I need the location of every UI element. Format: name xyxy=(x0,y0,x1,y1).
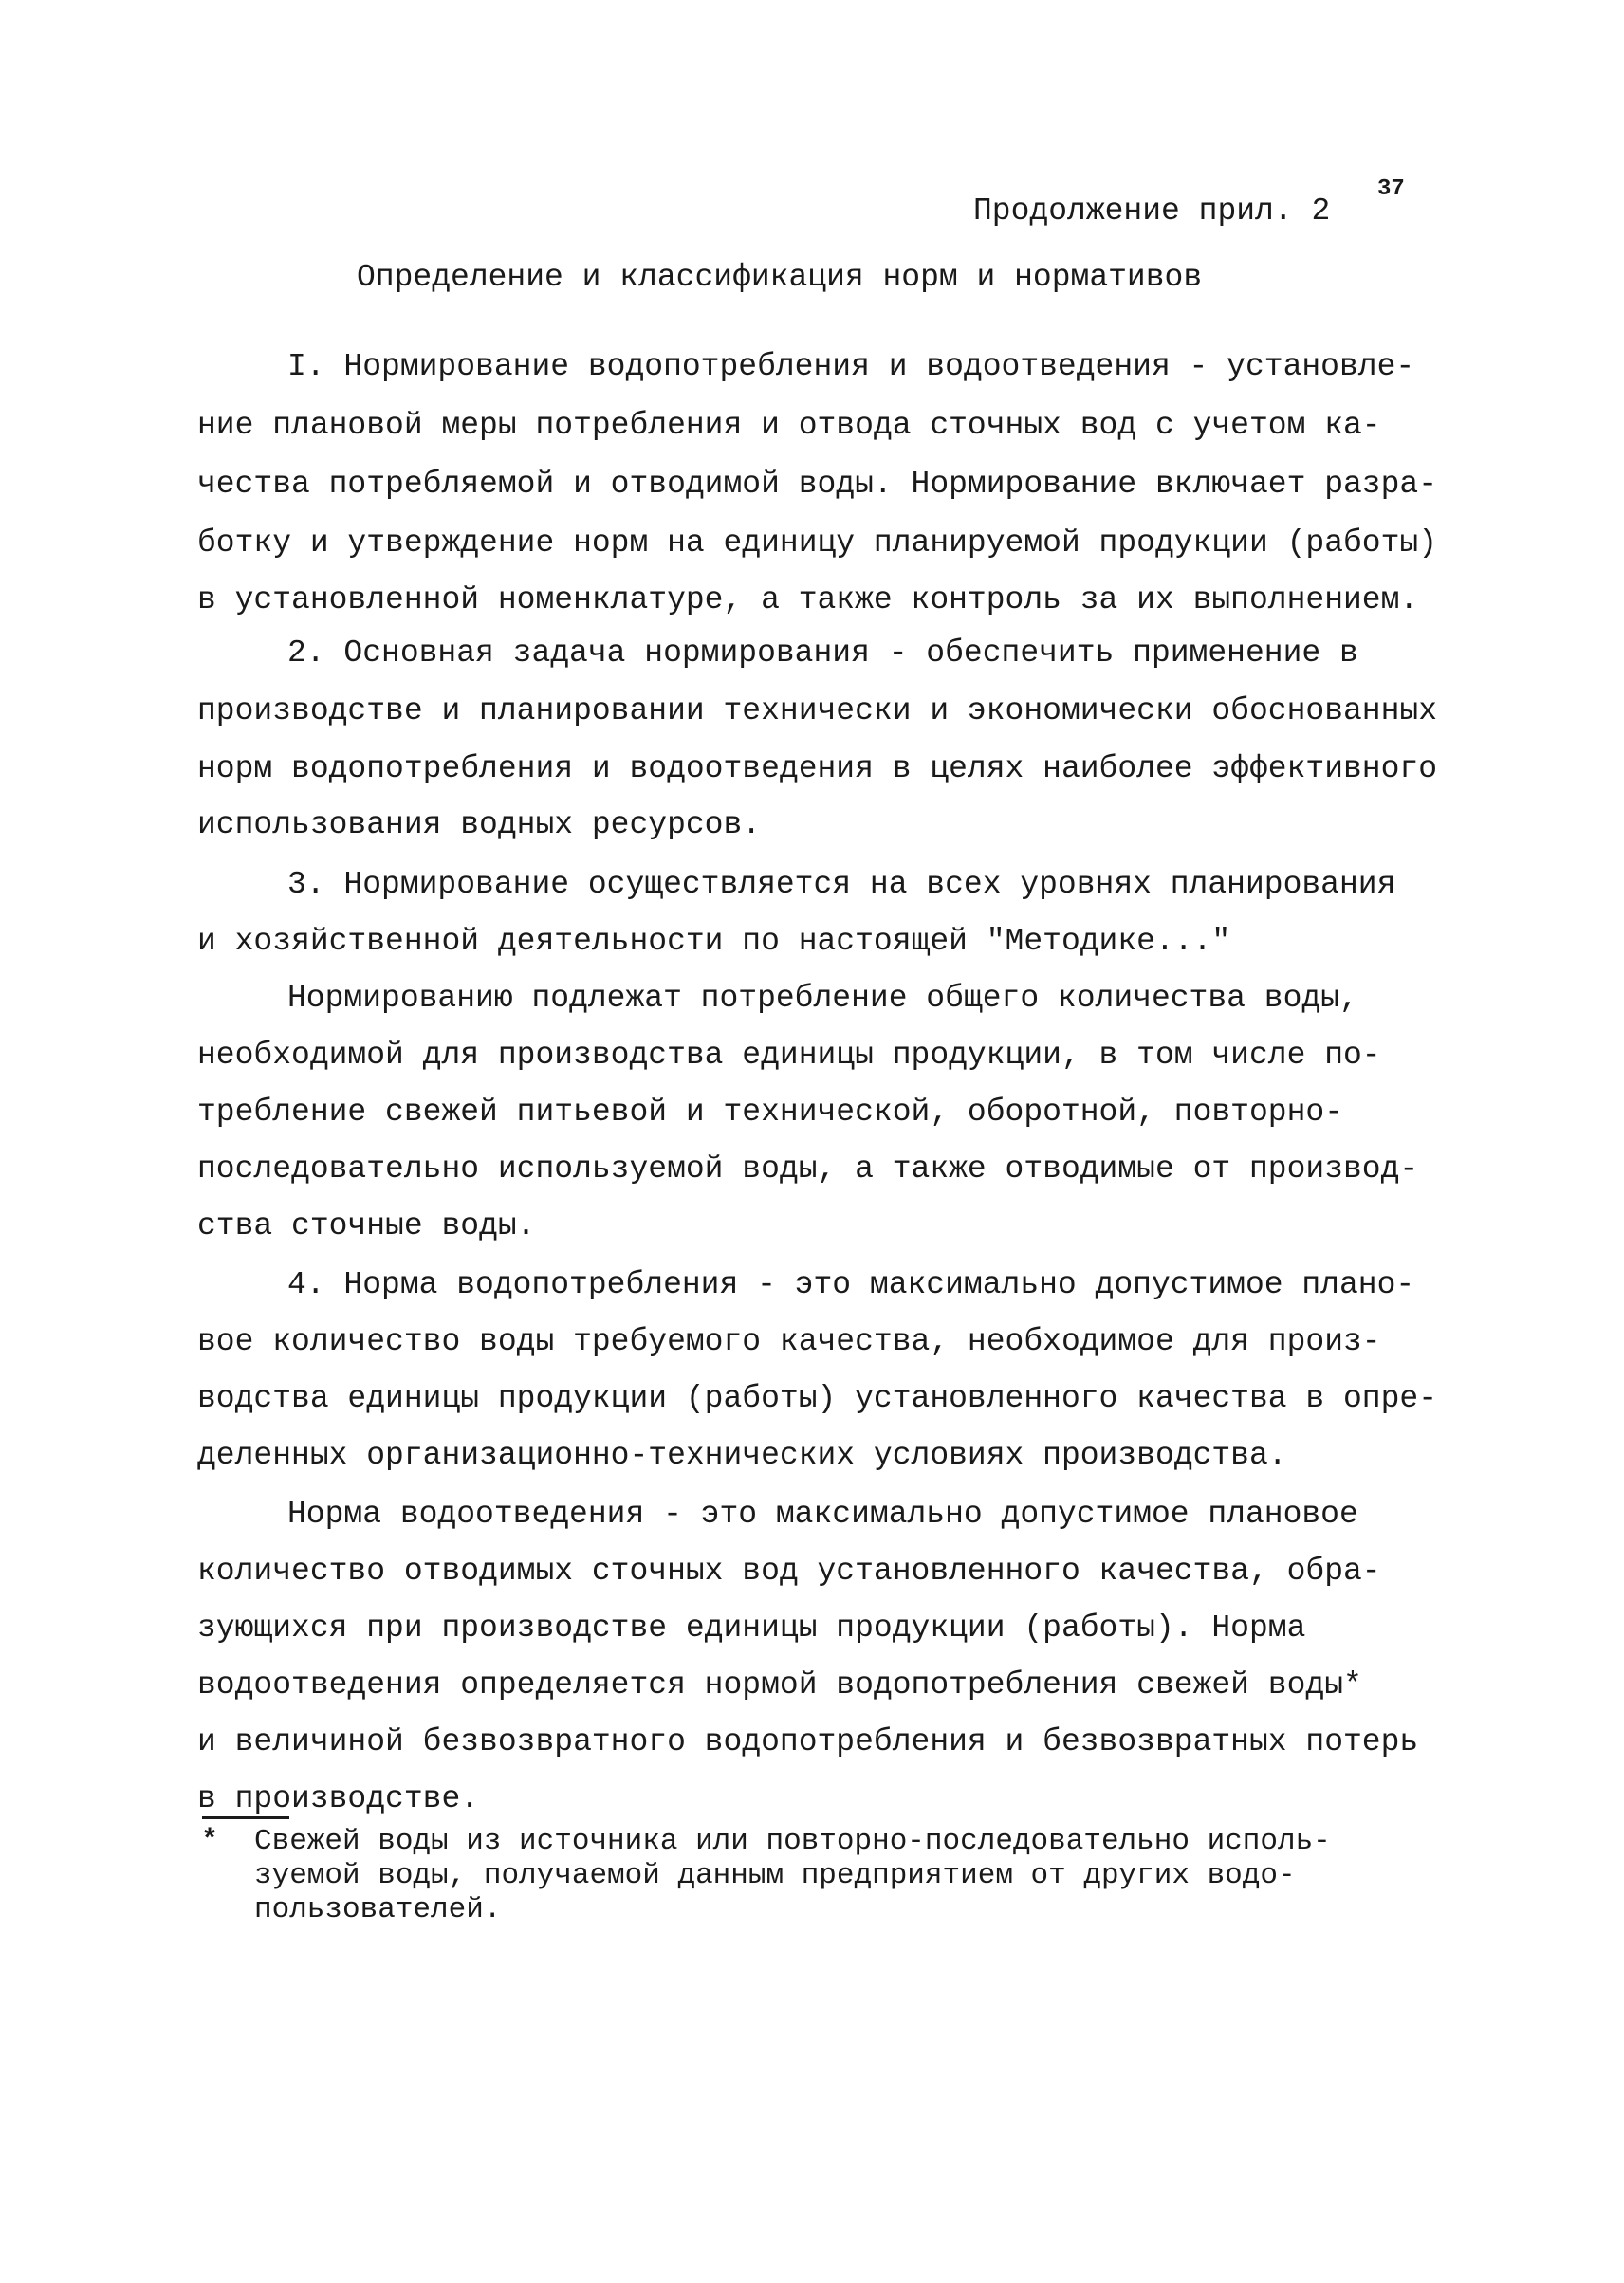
text-line: вое количество воды требуемого качества, необходимое для произ- xyxy=(197,1324,1381,1359)
text-line: водоотведения определяется нормой водопотребления свежей воды* xyxy=(197,1667,1362,1703)
text-line: и хозяйственной деятельности по настоящей "Методике..." xyxy=(197,924,1231,959)
text-line: Норма водоотведения - это максимально допустимое плановое xyxy=(287,1497,1358,1532)
footnote-line: зуемой воды, получаемой данным предприятием от других водо- xyxy=(254,1859,1296,1892)
section-title: Определение и классификация норм и нормативов xyxy=(357,260,1203,295)
text-line: 4. Норма водопотребления - это максимально допустимое плано- xyxy=(287,1267,1415,1302)
text-line: в производстве. xyxy=(197,1781,480,1816)
text-line: последовательно используемой воды, а также отводимые от производ- xyxy=(197,1151,1419,1187)
text-line: требление свежей питьевой и технической, оборотной, повторно- xyxy=(197,1095,1343,1130)
text-line: деленных организационно-технических условиях производства. xyxy=(197,1438,1287,1473)
text-line: количество отводимых сточных вод установленного качества, обра- xyxy=(197,1554,1381,1589)
text-line: норм водопотребления и водоотведения в целях наиболее эффективного xyxy=(197,751,1438,786)
text-line: и величиной безвозвратного водопотребления и безвозвратных потерь xyxy=(197,1724,1419,1759)
footnote-line: Свежей воды из источника или повторно-последовательно исполь- xyxy=(254,1825,1331,1858)
text-line: ние плановой меры потребления и отвода сточных вод с учетом ка- xyxy=(197,408,1381,443)
text-line: 2. Основная задача нормирования - обеспечить применение в xyxy=(287,635,1358,671)
text-line: использования водных ресурсов. xyxy=(197,807,762,842)
text-line: водства единицы продукции (работы) установленного качества в опре- xyxy=(197,1381,1438,1416)
footnote-divider xyxy=(202,1816,289,1819)
footnote-mark: * xyxy=(201,1825,219,1857)
text-line: зующихся при производстве единицы продукции (работы). Норма xyxy=(197,1611,1306,1646)
continuation-label: Продолжение прил. 2 xyxy=(973,193,1331,229)
page-number: 37 xyxy=(1377,176,1405,202)
footnote-line: пользователей. xyxy=(254,1893,502,1926)
text-line: ства сточные воды. xyxy=(197,1208,536,1243)
text-line: необходимой для производства единицы продукции, в том числе по- xyxy=(197,1038,1381,1073)
text-line: I. Нормирование водопотребления и водоотведения - установле- xyxy=(287,349,1415,384)
text-line: в установленной номенклатуре, а также контроль за их выполнением. xyxy=(197,582,1419,617)
text-line: Нормированию подлежат потребление общего количества воды, xyxy=(287,981,1358,1016)
text-line: производстве и планировании технически и экономически обоснованных xyxy=(197,693,1438,728)
text-line: 3. Нормирование осуществляется на всех уровнях планирования xyxy=(287,867,1396,902)
text-line: ботку и утверждение норм на единицу планируемой продукции (работы) xyxy=(197,525,1438,561)
text-line: чества потребляемой и отводимой воды. Нормирование включает разра- xyxy=(197,467,1438,502)
